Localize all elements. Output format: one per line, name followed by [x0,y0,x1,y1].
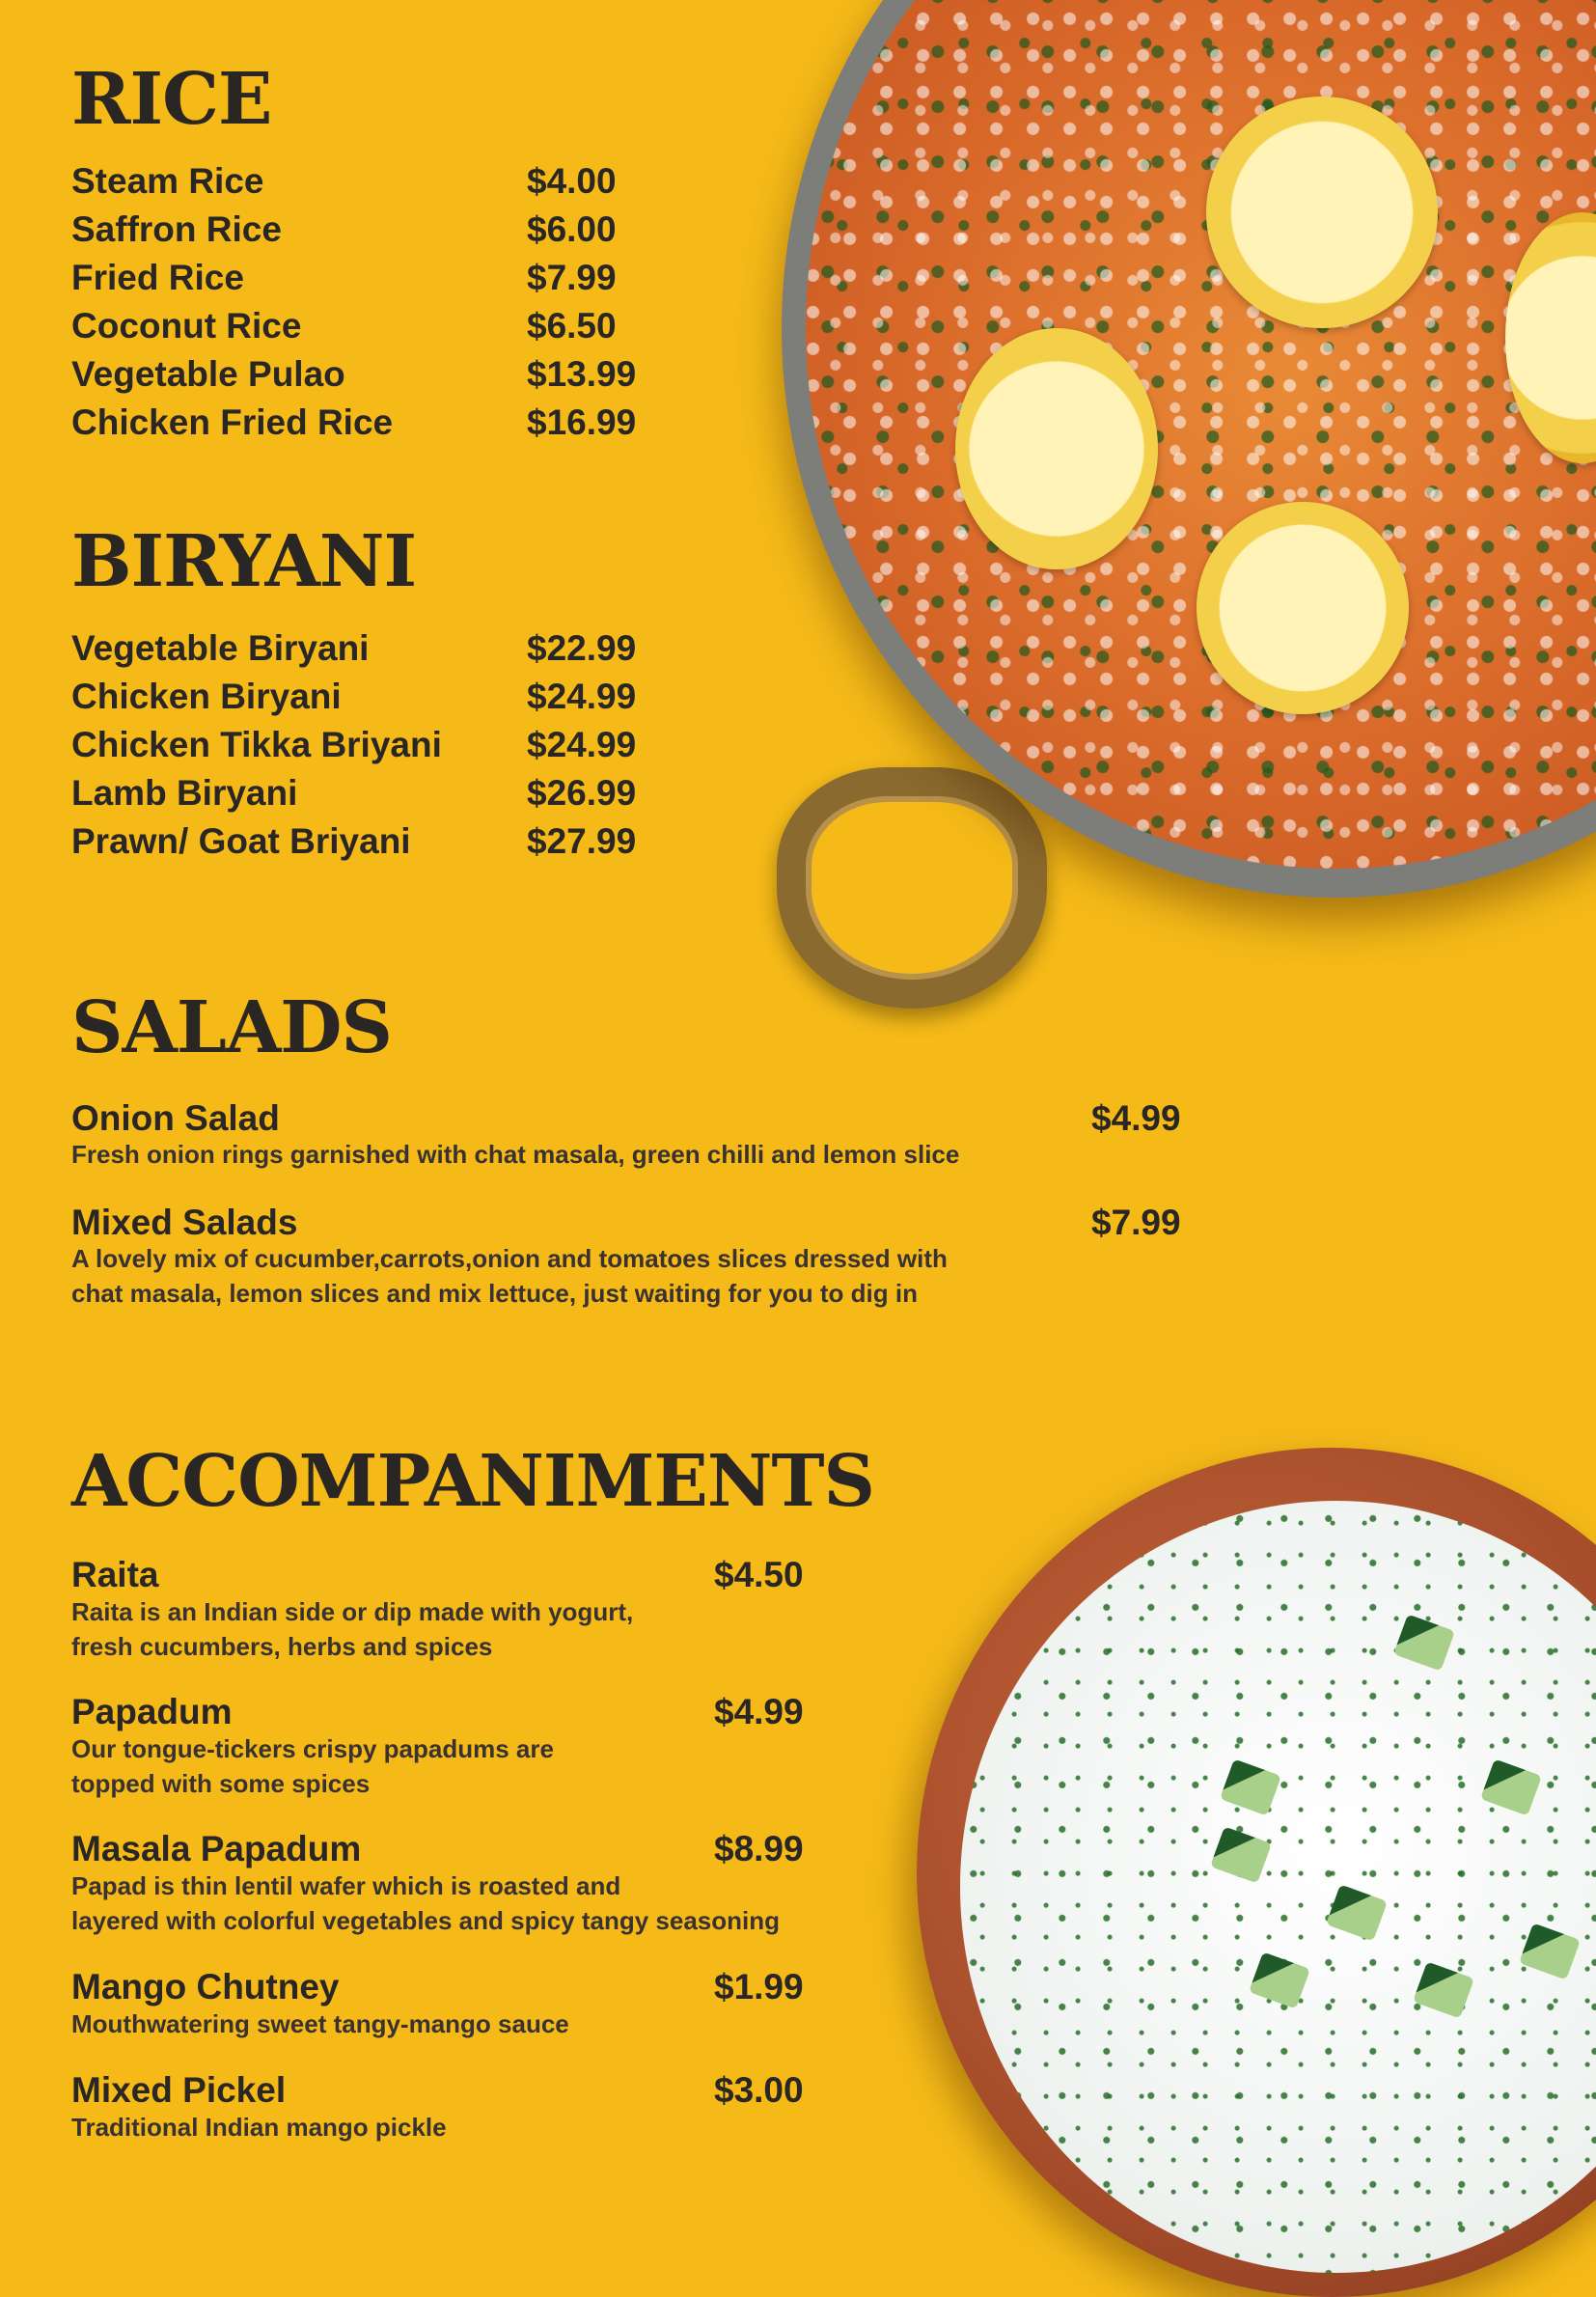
menu-item-price: $8.99 [714,1829,804,1868]
menu-item-price: $1.99 [714,1967,804,2006]
menu-item-name: Chicken Tikka Briyani [71,725,442,764]
menu-item-price: $4.99 [714,1692,804,1731]
menu-item-price: $4.50 [714,1555,804,1594]
menu-item-price: $24.99 [527,725,637,764]
menu-item-description: Papad is thin lentil wafer which is roasted and [71,1871,621,1900]
menu-item-description: Mouthwatering sweet tangy-mango sauce [71,2009,569,2038]
menu-item-name: Saffron Rice [71,209,282,249]
menu-item-description: Fresh onion rings garnished with chat masala, green chilli and lemon slice [71,1140,960,1169]
menu-item-price: $4.00 [527,161,617,201]
menu-item-price: $27.99 [527,821,637,861]
menu-item-name: Prawn/ Goat Briyani [71,821,411,861]
menu-item-name: Steam Rice [71,161,264,201]
menu-item-name: Coconut Rice [71,306,302,346]
menu-item-name: Mango Chutney [71,1967,340,2006]
menu-item-name: Raita [71,1555,159,1594]
menu-item-price: $24.99 [527,677,637,716]
menu-item-price: $6.00 [527,209,617,249]
menu-item-name: Onion Salad [71,1098,280,1138]
menu-item-name: Lamb Biryani [71,773,298,813]
menu-item-name: Vegetable Biryani [71,628,370,668]
menu-item-description: Our tongue-tickers crispy papadums are [71,1734,554,1763]
menu-item-name: Fried Rice [71,258,244,297]
rice-heading: RICE [71,58,272,141]
menu-item-price: $7.99 [1091,1203,1181,1242]
salads-heading: SALADS [71,986,392,1069]
menu-item-name: Mixed Pickel [71,2070,287,2110]
menu-item-description: topped with some spices [71,1769,371,1798]
menu-item-name: Vegetable Pulao [71,354,345,394]
menu-item-price: $7.99 [527,258,617,297]
menu-item-name: Chicken Fried Rice [71,402,394,442]
menu-item-price: $3.00 [714,2070,804,2110]
menu-item-price: $4.99 [1091,1098,1181,1138]
menu-item-price: $16.99 [527,402,637,442]
menu-item-name: Chicken Biryani [71,677,342,716]
menu-item-description: fresh cucumbers, herbs and spices [71,1632,493,1661]
menu-item-description: Raita is an Indian side or dip made with yogurt, [71,1597,634,1626]
menu-item-name: Papadum [71,1692,233,1731]
menu-item-description: A lovely mix of cucumber,carrots,onion and tomatoes slices dressed with [71,1244,948,1273]
menu-item-price: $22.99 [527,628,637,668]
menu-item-description: chat masala, lemon slices and mix lettuce, just waiting for you to dig in [71,1279,918,1308]
accompaniments-heading: ACCOMPANIMENTS [71,1440,874,1523]
menu-item-price: $13.99 [527,354,637,394]
menu-item-price: $26.99 [527,773,637,813]
menu-item-description: layered with colorful vegetables and spicy tangy seasoning [71,1906,780,1935]
menu-item-description: Traditional Indian mango pickle [71,2113,447,2142]
menu-item-name: Mixed Salads [71,1203,298,1242]
biryani-heading: BIRYANI [71,520,417,603]
menu-item-price: $6.50 [527,306,617,346]
menu-item-name: Masala Papadum [71,1829,362,1868]
pot-handle [777,767,1047,1009]
